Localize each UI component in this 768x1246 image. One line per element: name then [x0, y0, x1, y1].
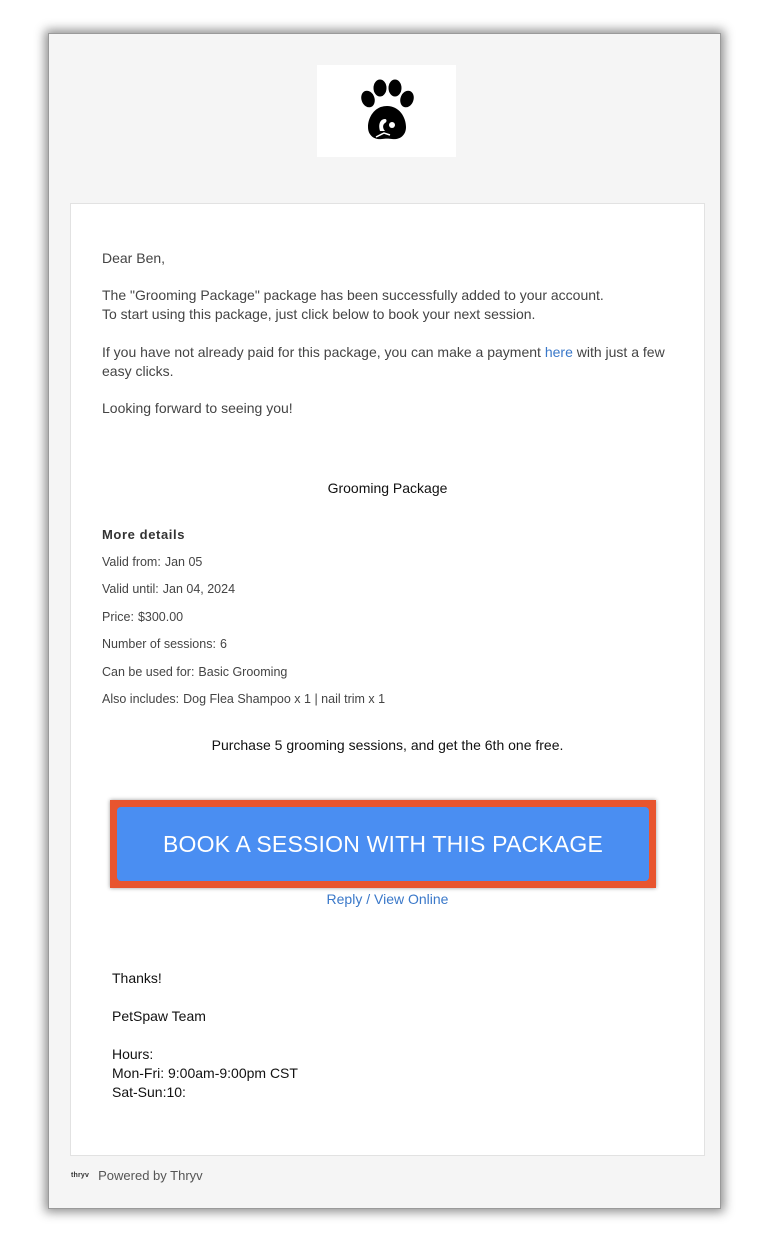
detail-valid-until — [102, 582, 235, 596]
book-session-button[interactable]: BOOK A SESSION WITH THIS PACKAGE — [117, 807, 649, 881]
detail-value: Dog Flea Shampoo x 1 | nail trim x 1 — [183, 692, 386, 706]
intro-line-1: The "Grooming Package" package has been successfully added to your account. — [102, 287, 604, 303]
detail-label: Valid until: — [102, 582, 159, 596]
signature-thanks: Thanks! — [112, 970, 162, 986]
promo-text: Purchase 5 grooming sessions, and get the 6th one free. — [211, 737, 564, 753]
signature-hours — [112, 1045, 298, 1102]
powered-by-text: Powered by Thryv — [98, 1168, 203, 1183]
detail-value: Basic Grooming — [198, 665, 288, 679]
hours-label: Hours: — [112, 1046, 154, 1062]
detail-used-for — [102, 665, 287, 679]
hours-weekday: Mon-Fri: 9:00am-9:00pm CST — [112, 1065, 298, 1081]
detail-sessions — [102, 637, 227, 651]
payment-text-after: with just a few easy clicks. — [102, 344, 665, 379]
payment-paragraph — [102, 343, 674, 381]
message-card — [70, 203, 705, 1156]
paw-print-icon — [354, 79, 420, 143]
detail-value: 6 — [219, 637, 227, 651]
detail-value: Jan 05 — [164, 555, 203, 569]
payment-text-before: If you have not already paid for this package, you can make a payment — [102, 344, 545, 360]
closing-line: Looking forward to seeing you! — [102, 400, 293, 416]
detail-label: Price: — [102, 610, 134, 624]
package-title: Grooming Package — [327, 480, 448, 496]
details-heading: More details — [102, 527, 186, 542]
cta-highlight — [110, 800, 656, 888]
reply-view-online-link[interactable]: Reply / View Online — [326, 891, 449, 907]
detail-label: Valid from: — [102, 555, 161, 569]
intro-paragraph — [102, 286, 672, 324]
hours-weekend: Sat-Sun:10: — [112, 1084, 186, 1100]
detail-label: Can be used for: — [102, 665, 195, 679]
signature-team: PetSpaw Team — [112, 1008, 206, 1024]
detail-includes — [102, 692, 385, 706]
detail-price — [102, 610, 183, 624]
payment-here-link[interactable]: here — [544, 344, 573, 360]
detail-value: Jan 04, 2024 — [162, 582, 236, 596]
logo — [317, 65, 456, 157]
detail-label: Also includes: — [102, 692, 180, 706]
footer — [71, 1168, 203, 1183]
reply-view-online — [71, 891, 704, 907]
thryv-logo: thryv — [71, 1172, 90, 1179]
detail-value: $300.00 — [137, 610, 184, 624]
email-frame — [49, 34, 720, 1208]
greeting: Dear Ben, — [102, 250, 166, 266]
detail-valid-from — [102, 555, 202, 569]
intro-line-2: To start using this package, just click below to book your next session. — [102, 306, 536, 322]
detail-label: Number of sessions: — [102, 637, 216, 651]
